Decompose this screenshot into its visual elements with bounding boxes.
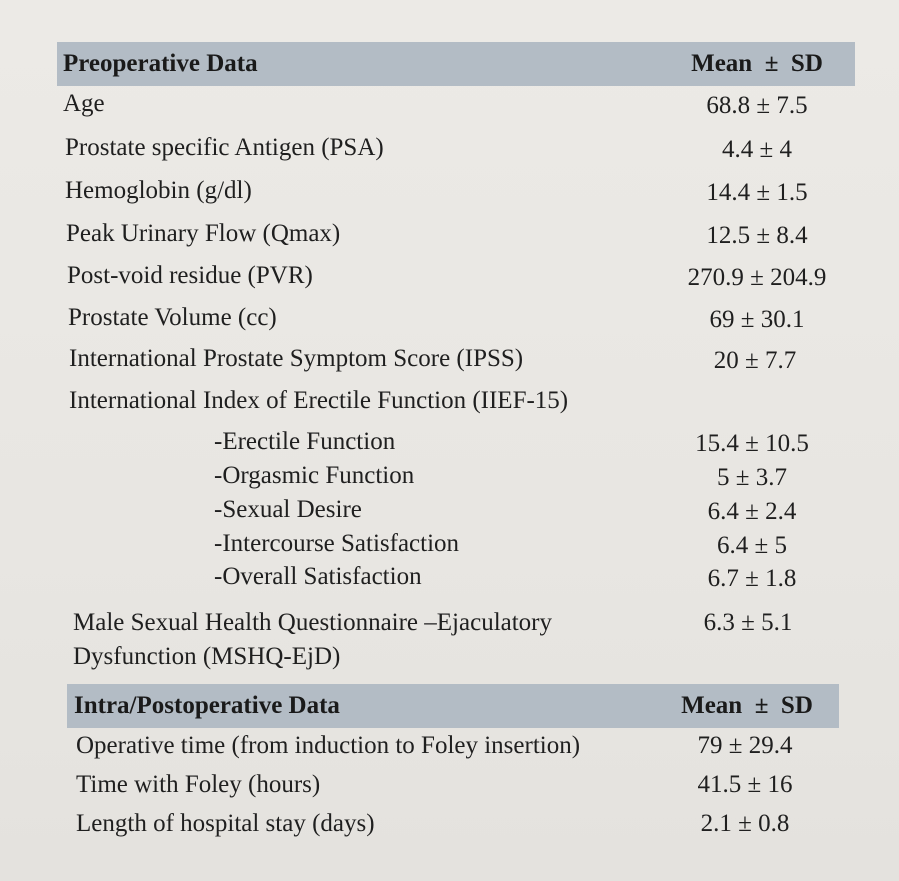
row-value: 5 ± 3.7 <box>717 464 787 491</box>
row-label: Operative time (from induction to Foley insertion) <box>76 732 581 759</box>
row-label: -Erectile Function <box>214 428 396 455</box>
postop-header <box>67 684 839 728</box>
row-value: 68.8 ± 7.5 <box>706 92 808 119</box>
preop-header-label: Preoperative Data <box>63 50 258 77</box>
row-label: Dysfunction (MSHQ-EjD) <box>73 643 341 670</box>
row-value: 79 ± 29.4 <box>697 732 793 759</box>
row-label: -Sexual Desire <box>214 496 362 523</box>
row-value: 6.4 ± 5 <box>717 532 787 559</box>
row-label: Length of hospital stay (days) <box>76 810 375 837</box>
row-label: -Overall Satisfaction <box>214 563 422 590</box>
row-label: Post-void residue (PVR) <box>67 262 313 289</box>
row-value: 270.9 ± 204.9 <box>687 264 827 291</box>
row-label: International Index of Erectile Function (IIEF-15) <box>69 387 569 414</box>
row-value: 12.5 ± 8.4 <box>706 222 808 249</box>
row-label: Prostate Volume (cc) <box>68 304 277 331</box>
row-label: Age <box>63 90 105 117</box>
row-value: 20 ± 7.7 <box>713 347 797 374</box>
row-label: Hemoglobin (g/dl) <box>65 177 252 204</box>
row-label: Prostate specific Antigen (PSA) <box>65 134 384 161</box>
row-label: International Prostate Symptom Score (IPSS) <box>69 345 524 372</box>
preop-header-stat: Mean ± SD <box>691 50 823 77</box>
row-value: 15.4 ± 10.5 <box>695 430 809 457</box>
row-value: 14.4 ± 1.5 <box>706 179 808 206</box>
row-value: 6.3 ± 5.1 <box>703 609 793 636</box>
postop-header-stat: Mean ± SD <box>681 692 813 719</box>
row-value: 4.4 ± 4 <box>722 136 792 163</box>
row-label: Peak Urinary Flow (Qmax) <box>66 220 341 247</box>
postop-header-label: Intra/Postoperative Data <box>74 692 340 719</box>
row-value: 6.7 ± 1.8 <box>707 565 797 592</box>
row-value: 41.5 ± 16 <box>697 771 793 798</box>
row-value: 6.4 ± 2.4 <box>707 498 797 525</box>
row-label: Time with Foley (hours) <box>76 771 321 798</box>
row-value: 69 ± 30.1 <box>709 306 805 333</box>
row-label: -Orgasmic Function <box>214 462 415 489</box>
row-label: Male Sexual Health Questionnaire –Ejaculatory <box>73 609 553 636</box>
preop-header <box>57 42 855 86</box>
row-label: -Intercourse Satisfaction <box>214 530 460 557</box>
row-value: 2.1 ± 0.8 <box>700 810 790 837</box>
